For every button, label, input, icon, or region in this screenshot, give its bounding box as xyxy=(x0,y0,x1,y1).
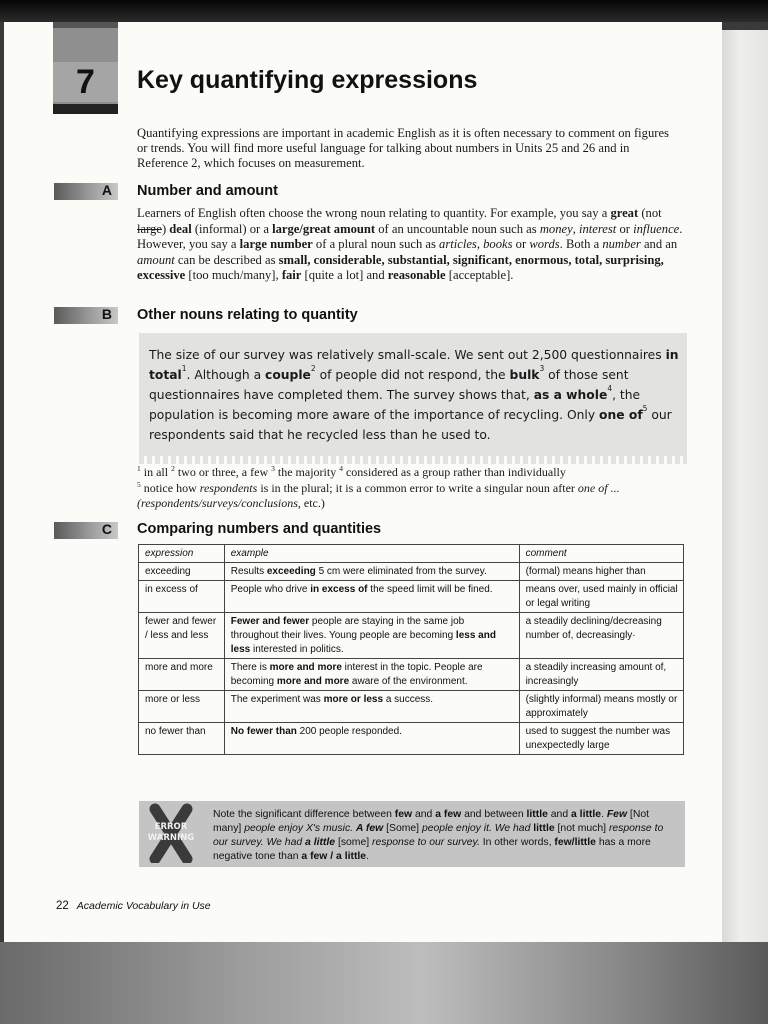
cell-example: Fewer and fewer people are staying in the same job throughout their lives. Young people are becoming less and less interested in politics. xyxy=(224,613,519,659)
unit-box-bottom xyxy=(53,104,118,114)
section-b-tab xyxy=(54,307,118,324)
book-title: Academic Vocabulary in Use xyxy=(76,900,211,912)
cell-comment: a steadily declining/decreasing number of, decreasingly· xyxy=(519,613,683,659)
cell-comment: (slightly informal) means mostly or approximately xyxy=(519,691,683,723)
page-title: Key quantifying expressions xyxy=(137,66,478,94)
cell-expression: no fewer than xyxy=(139,723,225,755)
cell-expression: more and more xyxy=(139,659,225,691)
error-warning-icon xyxy=(141,803,201,863)
cell-comment: means over, used mainly in official or legal writing xyxy=(519,581,683,613)
table-row xyxy=(139,563,684,581)
error-warning-text: Note the significant difference between few and a few and between little and a little. Few [Not many] people enjoy X's music. A few [Some] people enjoy it. We had little [not much] response to our survey. We had a little [some] response to our survey. In other words, few/little has a more negative tone than a few / a little. xyxy=(213,809,664,862)
footnotes: $^1$ in all $^2$ two or three, a few $^3$ the majority $^4$ considered as a group rather than individually $^5$ notice how respondents is in the plural; it is a common error to write a singular noun after one of ... (respondents/surveys/conclusions, etc.) xyxy=(137,464,620,510)
cell-example: People who drive in excess of the speed limit will be fined. xyxy=(224,581,519,613)
table-row xyxy=(139,723,684,755)
section-a-letter: A xyxy=(101,182,112,198)
header-expression: expression xyxy=(139,545,225,563)
cell-example: The experiment was more or less a success. xyxy=(224,691,519,723)
section-c-letter: C xyxy=(101,521,112,537)
scan-bottom-edge xyxy=(0,942,768,1024)
header-comment: comment xyxy=(519,545,683,563)
cell-comment: (formal) means higher than xyxy=(519,563,683,581)
table-row xyxy=(139,581,684,613)
torn-paper-edge xyxy=(139,456,687,464)
section-b-heading: Other nouns relating to quantity xyxy=(137,307,358,323)
intro-paragraph: Quantifying expressions are important in academic English as it is often necessary to comment on figures or trends. You will find more useful language for talking about numbers in Units 25 and 26 and in Reference 2, which focuses on measurement. xyxy=(137,126,669,170)
cell-expression: in excess of xyxy=(139,581,225,613)
section-c-heading: Comparing numbers and quantities xyxy=(137,521,382,537)
cell-example: There is more and more interest in the topic. People are becoming more and more aware of the environment. xyxy=(224,659,519,691)
cell-expression: fewer and fewer / less and less xyxy=(139,613,225,659)
warning-label: WARNING xyxy=(147,833,195,843)
table-header-row xyxy=(139,545,684,563)
header-example: example xyxy=(224,545,519,563)
error-label: ERROR xyxy=(154,822,188,832)
example-text: The size of our survey was relatively small-scale. We sent out 2,500 questionnaires in total$^1$. Although a couple$^2$ of people did not respond, the bulk$^3$ of those sent questionnaires have completed them. The survey shows that, as a whole$^4$, the population is becoming more aware of the importance of recycling. Only one $of^5$ our respondents said that he recycled less than he used to. xyxy=(149,348,679,442)
section-b-letter: B xyxy=(101,306,112,322)
cell-example: Results exceeding 5 cm were eliminated from the survey. xyxy=(224,563,519,581)
scan-top-edge xyxy=(0,0,768,22)
section-a-tab xyxy=(54,183,118,200)
section-c-tab xyxy=(54,522,118,539)
page-footer xyxy=(56,900,211,912)
section-a-body: Learners of English often choose the wrong noun relating to quantity. For example, you say a great (not large) deal (informal) or a large/great amount of an uncountable noun such as money, interest or influence. However, you say a large number of a plural noun such as articles, books or words. Both a number and an amount can be described as small, considerable, substantial, significant, enormous, total, surprising, excessive [too much/many], fair [quite a lot] and reasonable [acceptable]. xyxy=(137,206,683,283)
section-a-heading: Number and amount xyxy=(137,183,278,199)
table-row xyxy=(139,659,684,691)
cell-comment: used to suggest the number was unexpectedly large xyxy=(519,723,683,755)
cell-expression: exceeding xyxy=(139,563,225,581)
table-row xyxy=(139,691,684,723)
unit-number: 7 xyxy=(53,62,118,102)
facing-page-edge xyxy=(722,30,768,942)
table-row xyxy=(139,613,684,659)
cell-expression: more or less xyxy=(139,691,225,723)
page-number: 22 xyxy=(56,900,69,912)
cell-comment: a steadily increasing amount of, increasingly xyxy=(519,659,683,691)
cell-example: No fewer than 200 people responded. xyxy=(224,723,519,755)
comparison-table xyxy=(138,544,684,755)
